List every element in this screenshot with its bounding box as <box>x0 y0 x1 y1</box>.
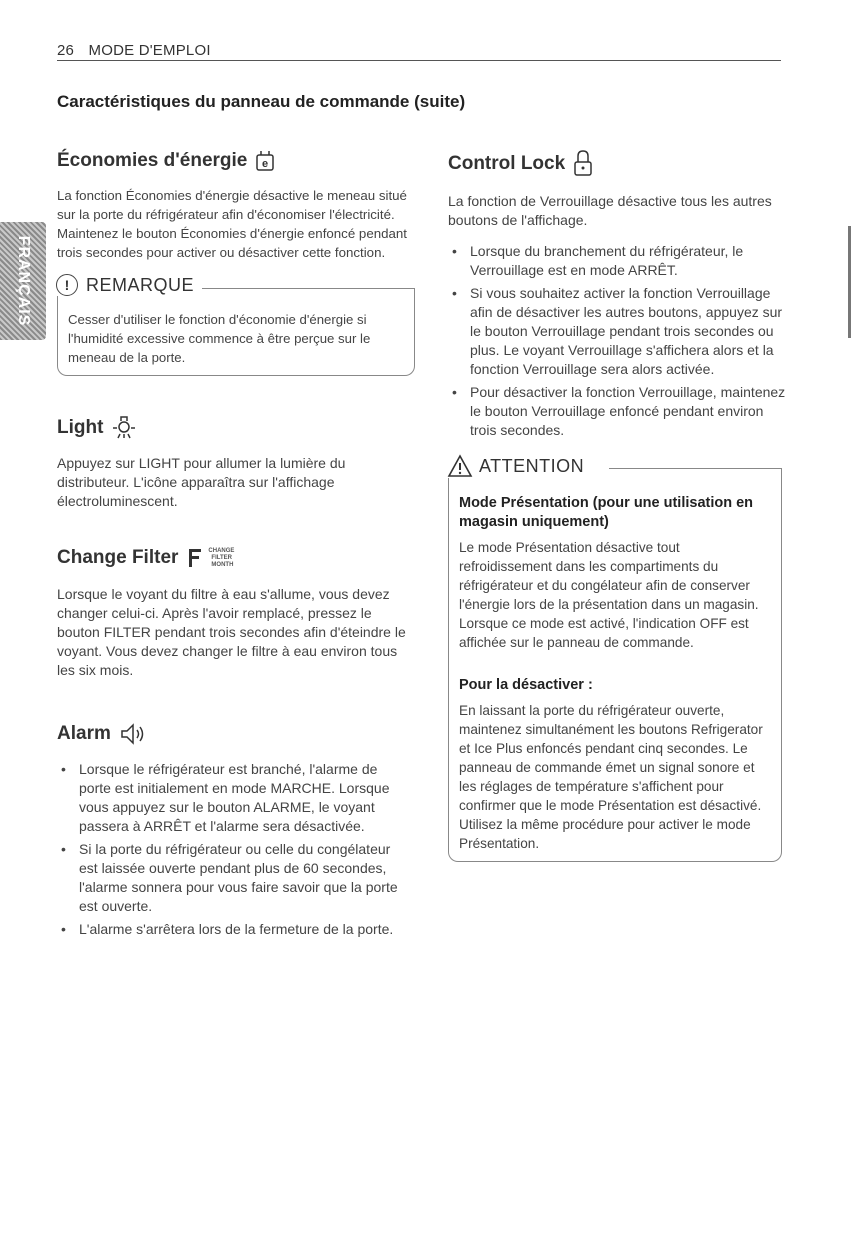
filter-icon-line-change: CHANGE <box>208 547 235 554</box>
warning-triangle-icon <box>447 454 473 478</box>
lock-bullet-1: • Lorsque du branchement du réfrigérateur, le Verrouillage est en mode ARRÊT. <box>448 242 788 280</box>
page-title: Caractéristiques du panneau de commande (suite) <box>57 92 466 111</box>
alarm-bullet-1: • Lorsque le réfrigérateur est branché, l'alarme de porte est initialement en mode MARCHE. Lorsque vous appuyez sur le bouton ALARME, le voyant passera à ARRÊT et l'alarme sera désactivée. <box>57 760 407 836</box>
note-header <box>56 274 202 296</box>
energy-saving-icon <box>255 150 275 172</box>
lock-bullet-2: • Si vous souhaitez activer la fonction Verrouillage afin de désactiver les autres boutons, appuyez sur le bouton Verrouillage pendant trois secondes ou plus. Le voyant Verrouillage s'affichera alors et la fonction Verrouillage sera alors activée. <box>448 284 788 379</box>
filter-body: Lorsque le voyant du filtre à eau s'allume, vous devez changer celui-ci. Après l'avoir remplacé, pressez le bouton FILTER pendant trois secondes afin d'éteindre le voyant. Vous devez changer le filtre à eau environ tous les six mois. <box>57 586 406 678</box>
language-tab <box>0 222 46 340</box>
lock-body: La fonction de Verrouillage désactive tous les autres boutons de l'affichage. <box>448 193 772 228</box>
note-label: REMARQUE <box>86 274 195 295</box>
filter-title-text: Change Filter <box>57 547 179 568</box>
language-tab-label: FRANÇAIS <box>15 235 32 327</box>
eco-section-title <box>57 150 407 172</box>
attention-label: ATTENTION <box>479 455 585 476</box>
filter-icon-line-filter: FILTER <box>211 554 232 561</box>
left-column <box>57 150 407 943</box>
note-box <box>57 274 415 376</box>
note-body: Cesser d'utiliser le fonction d'économie d'énergie si l'humidité excessive commence à être perçue sur le meneau de la porte. <box>68 312 371 365</box>
light-title-text: Light <box>57 417 104 438</box>
right-column <box>448 150 788 862</box>
filter-icon <box>186 547 204 569</box>
alarm-bullet-3: • L'alarme s'arrêtera lors de la fermeture de la porte. <box>57 920 407 939</box>
filter-section-title <box>57 547 407 569</box>
filter-icon-line-month: MONTH <box>211 561 234 568</box>
lock-bullet-3: • Pour désactiver la fonction Verrouillage, maintenez le bouton Verrouillage enfoncé pendant environ trois secondes. <box>448 383 788 440</box>
lock-bullets <box>448 242 788 440</box>
filter-icon-labels <box>208 548 234 569</box>
lock-section-title <box>448 150 788 178</box>
attention-header <box>447 454 592 478</box>
eco-title-text: Économies d'énergie <box>57 150 248 171</box>
light-section-title <box>57 414 407 442</box>
svg-text:e: e <box>262 158 269 170</box>
page-number: 26 <box>57 42 75 59</box>
alarm-bullet-2: • Si la porte du réfrigérateur ou celle du congélateur est laissée ouverte pendant plus de 60 secondes, l'alarme sonnera pour vous faire savoir que la porte est ouverte. <box>57 840 407 916</box>
attention-body-1: Le mode Présentation désactive tout refroidissement dans les compartiments du réfrigérateur et du congélateur afin de conserver l'énergie lors de la présentation dans un magasin. Lorsque ce mode est activé, l'indication OFF est affichée sur le panneau de commande. <box>459 540 759 650</box>
speaker-icon <box>119 722 149 746</box>
attention-box <box>448 455 782 862</box>
attention-heading-1: Mode Présentation (pour une utilisation en magasin uniquement) <box>459 495 754 530</box>
warning-exclamation-icon: ! <box>56 274 78 296</box>
attention-body-2: En laissant la porte du réfrigérateur ouverte, maintenez simultanément les boutons Refrigerator et Ice Plus enfoncés pendant cinq secondes. Le panneau de commande émet un signal sonore et les réglages de température s'affichent pour confirmer que le mode Présentation est désactivé. Utilisez la même procédure pour activer le mode Présentation. <box>459 703 763 851</box>
page-header <box>57 42 781 61</box>
attention-heading-2: Pour la désactiver : <box>459 677 593 693</box>
alarm-section-title <box>57 722 407 746</box>
alarm-bullets <box>57 760 407 939</box>
eco-body: La fonction Économies d'énergie désactive le meneau situé sur la porte du réfrigérateur afin d'économiser l'électricité. Maintenez le bouton Économies d'énergie enfoncé pendant trois secondes pour activer ou désactiver cette fonction. <box>57 188 407 260</box>
light-body: Appuyez sur LIGHT pour allumer la lumière du distributeur. L'icône apparaîtra sur l'affichage électroluminescent. <box>57 455 346 509</box>
light-bulb-icon <box>111 414 137 442</box>
lock-title-text: Control Lock <box>448 153 566 174</box>
section-title: MODE D'EMPLOI <box>88 42 211 59</box>
alarm-title-text: Alarm <box>57 723 111 744</box>
lock-icon <box>573 150 593 178</box>
